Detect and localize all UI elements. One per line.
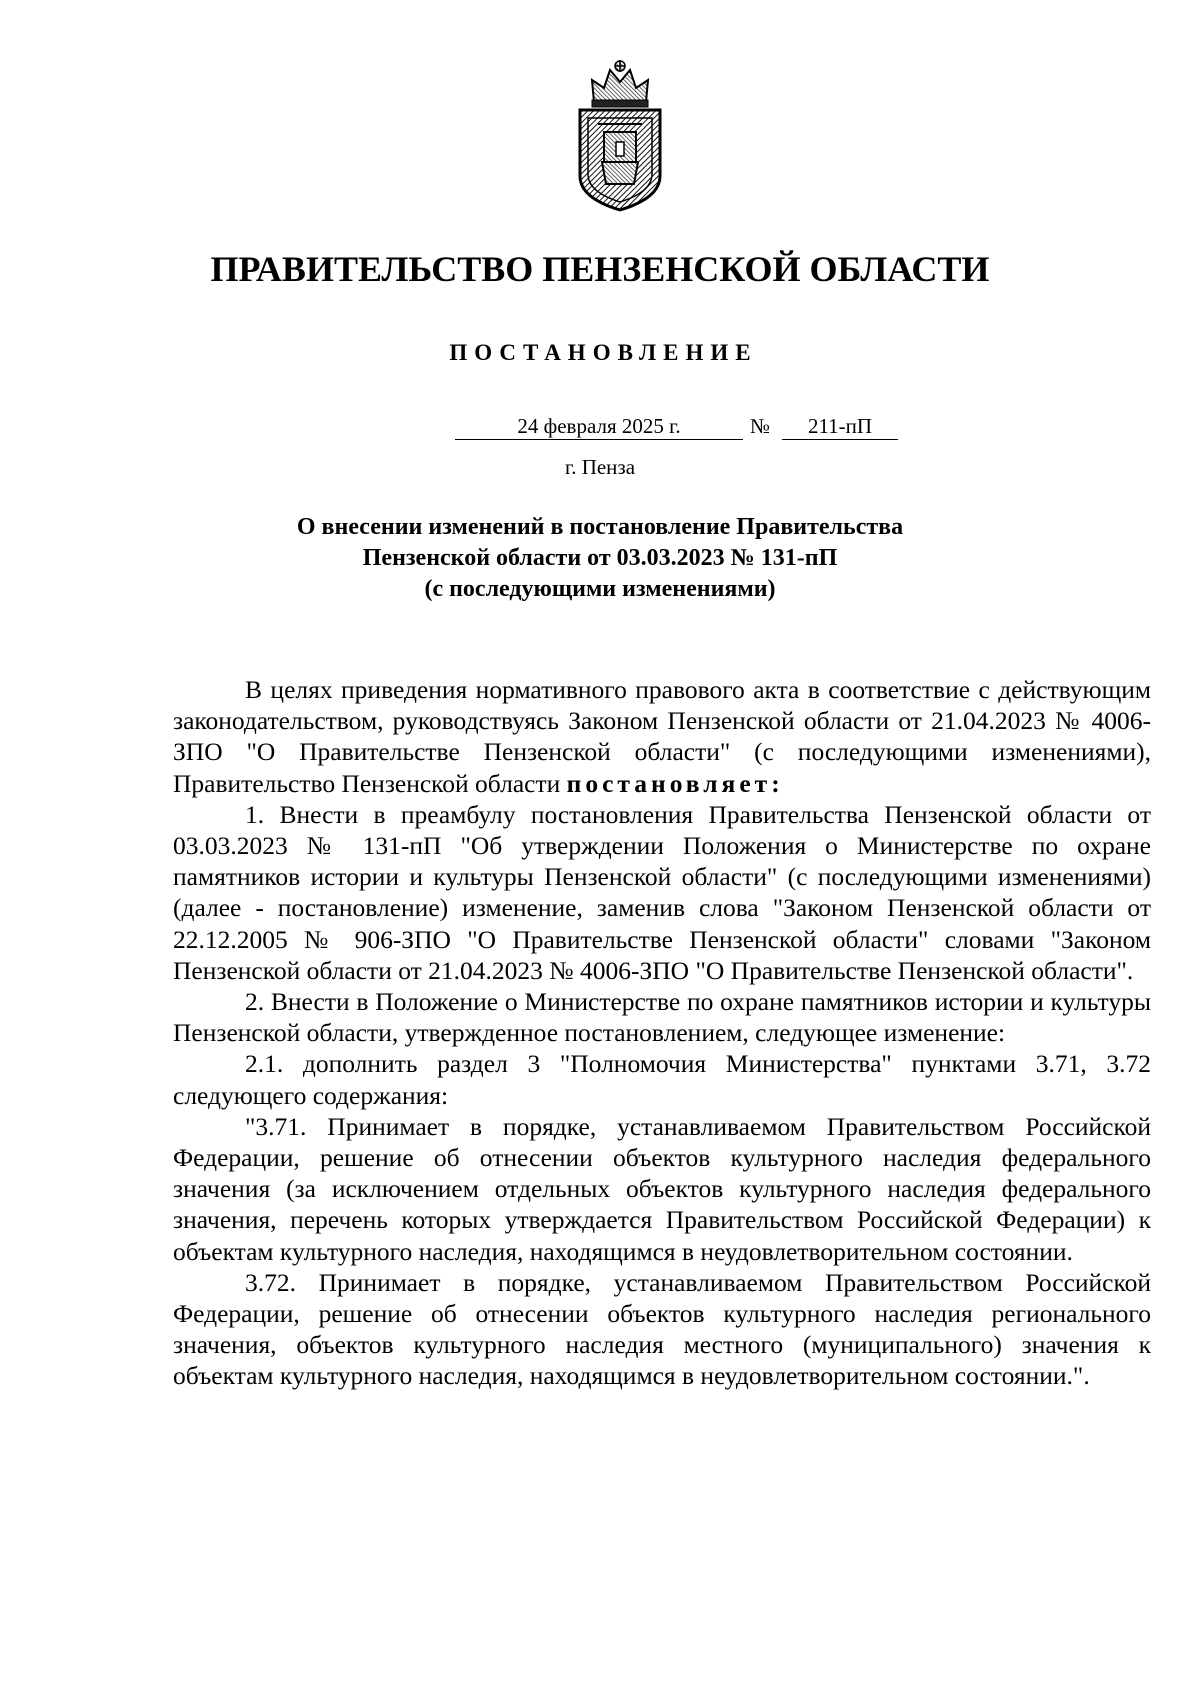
- paragraph-2-1: 2.1. дополнить раздел 3 "Полномочия Министерства" пунктами 3.71, 3.72 следующего содержания:: [173, 1049, 1151, 1110]
- subject-line-3: (с последующими изменениями): [424, 576, 776, 602]
- subject-line-2: Пензенской области от 03.03.2023 № 131-пП: [362, 545, 838, 571]
- intro-paragraph: [173, 674, 1151, 799]
- paragraph-1: 1. Внести в преамбулу постановления Правительства Пензенской области от 03.03.2023 № 131-пП "Об утверждении Положения о Министерстве по охране памятников истории и культуры Пензенской области" (с последующими изменениями) (далее - постановление) изменение, заменив слова "Законом Пензенской области от 22.12.2005 № 906-ЗПО "О Правительстве Пензенской области" словами "Законом Пензенской области от 21.04.2023 № 4006-ЗПО "О Правительстве Пензенской области".: [173, 799, 1151, 985]
- paragraph-2: 2. Внести в Положение о Министерстве по охране памятников истории и культуры Пензенской области, утвержденное постановлением, следующее изменение:: [173, 987, 1151, 1048]
- document-number: 211-пП: [782, 413, 898, 440]
- document-body: [173, 674, 1151, 1392]
- paragraph-3-72: 3.72. Принимает в порядке, устанавливаемом Правительством Российской Федерации, решение об отнесении объектов культурного наследия регионального значения, объектов культурного наследия местного (муниципального) значения к объектам культурного наследия, находящимся в неудовлетворительном состоянии.".: [173, 1267, 1151, 1391]
- document-date: 24 февраля 2025 г.: [455, 413, 743, 440]
- coat-of-arms-emblem: [572, 58, 668, 214]
- number-sign: №: [750, 414, 771, 438]
- paragraph-3-71: "3.71. Принимает в порядке, устанавливаемом Правительством Российской Федерации, решение об отнесении объектов культурного наследия федерального значения (за исключением отдельных объектов культурного наследия федерального значения, перечень которых утверждается Правительством Российской Федерации) к объектам культурного наследия, находящимся в неудовлетворительном состоянии.: [173, 1111, 1151, 1266]
- document-city: г. Пенза: [564, 455, 636, 479]
- subject-line-1: О внесении изменений в постановление Правительства: [296, 514, 904, 540]
- intro-text: В целях приведения нормативного правового акта в соответствие с действующим законодательством, руководствуясь Законом Пензенской области от 21.04.2023 № 4006-ЗПО "О Правительстве Пензенской области" (с последующими изменениями), Правительство Пензенской области: [173, 675, 1151, 798]
- organization-title: ПРАВИТЕЛЬСТВО ПЕНЗЕНСКОЙ ОБЛАСТИ: [210, 249, 990, 289]
- resolves-word: постановляет:: [566, 768, 784, 798]
- document-type-heading: ПОСТАНОВЛЕНИЕ: [449, 340, 758, 365]
- document-subject: [0, 512, 1200, 605]
- date-number-row: [0, 413, 1200, 443]
